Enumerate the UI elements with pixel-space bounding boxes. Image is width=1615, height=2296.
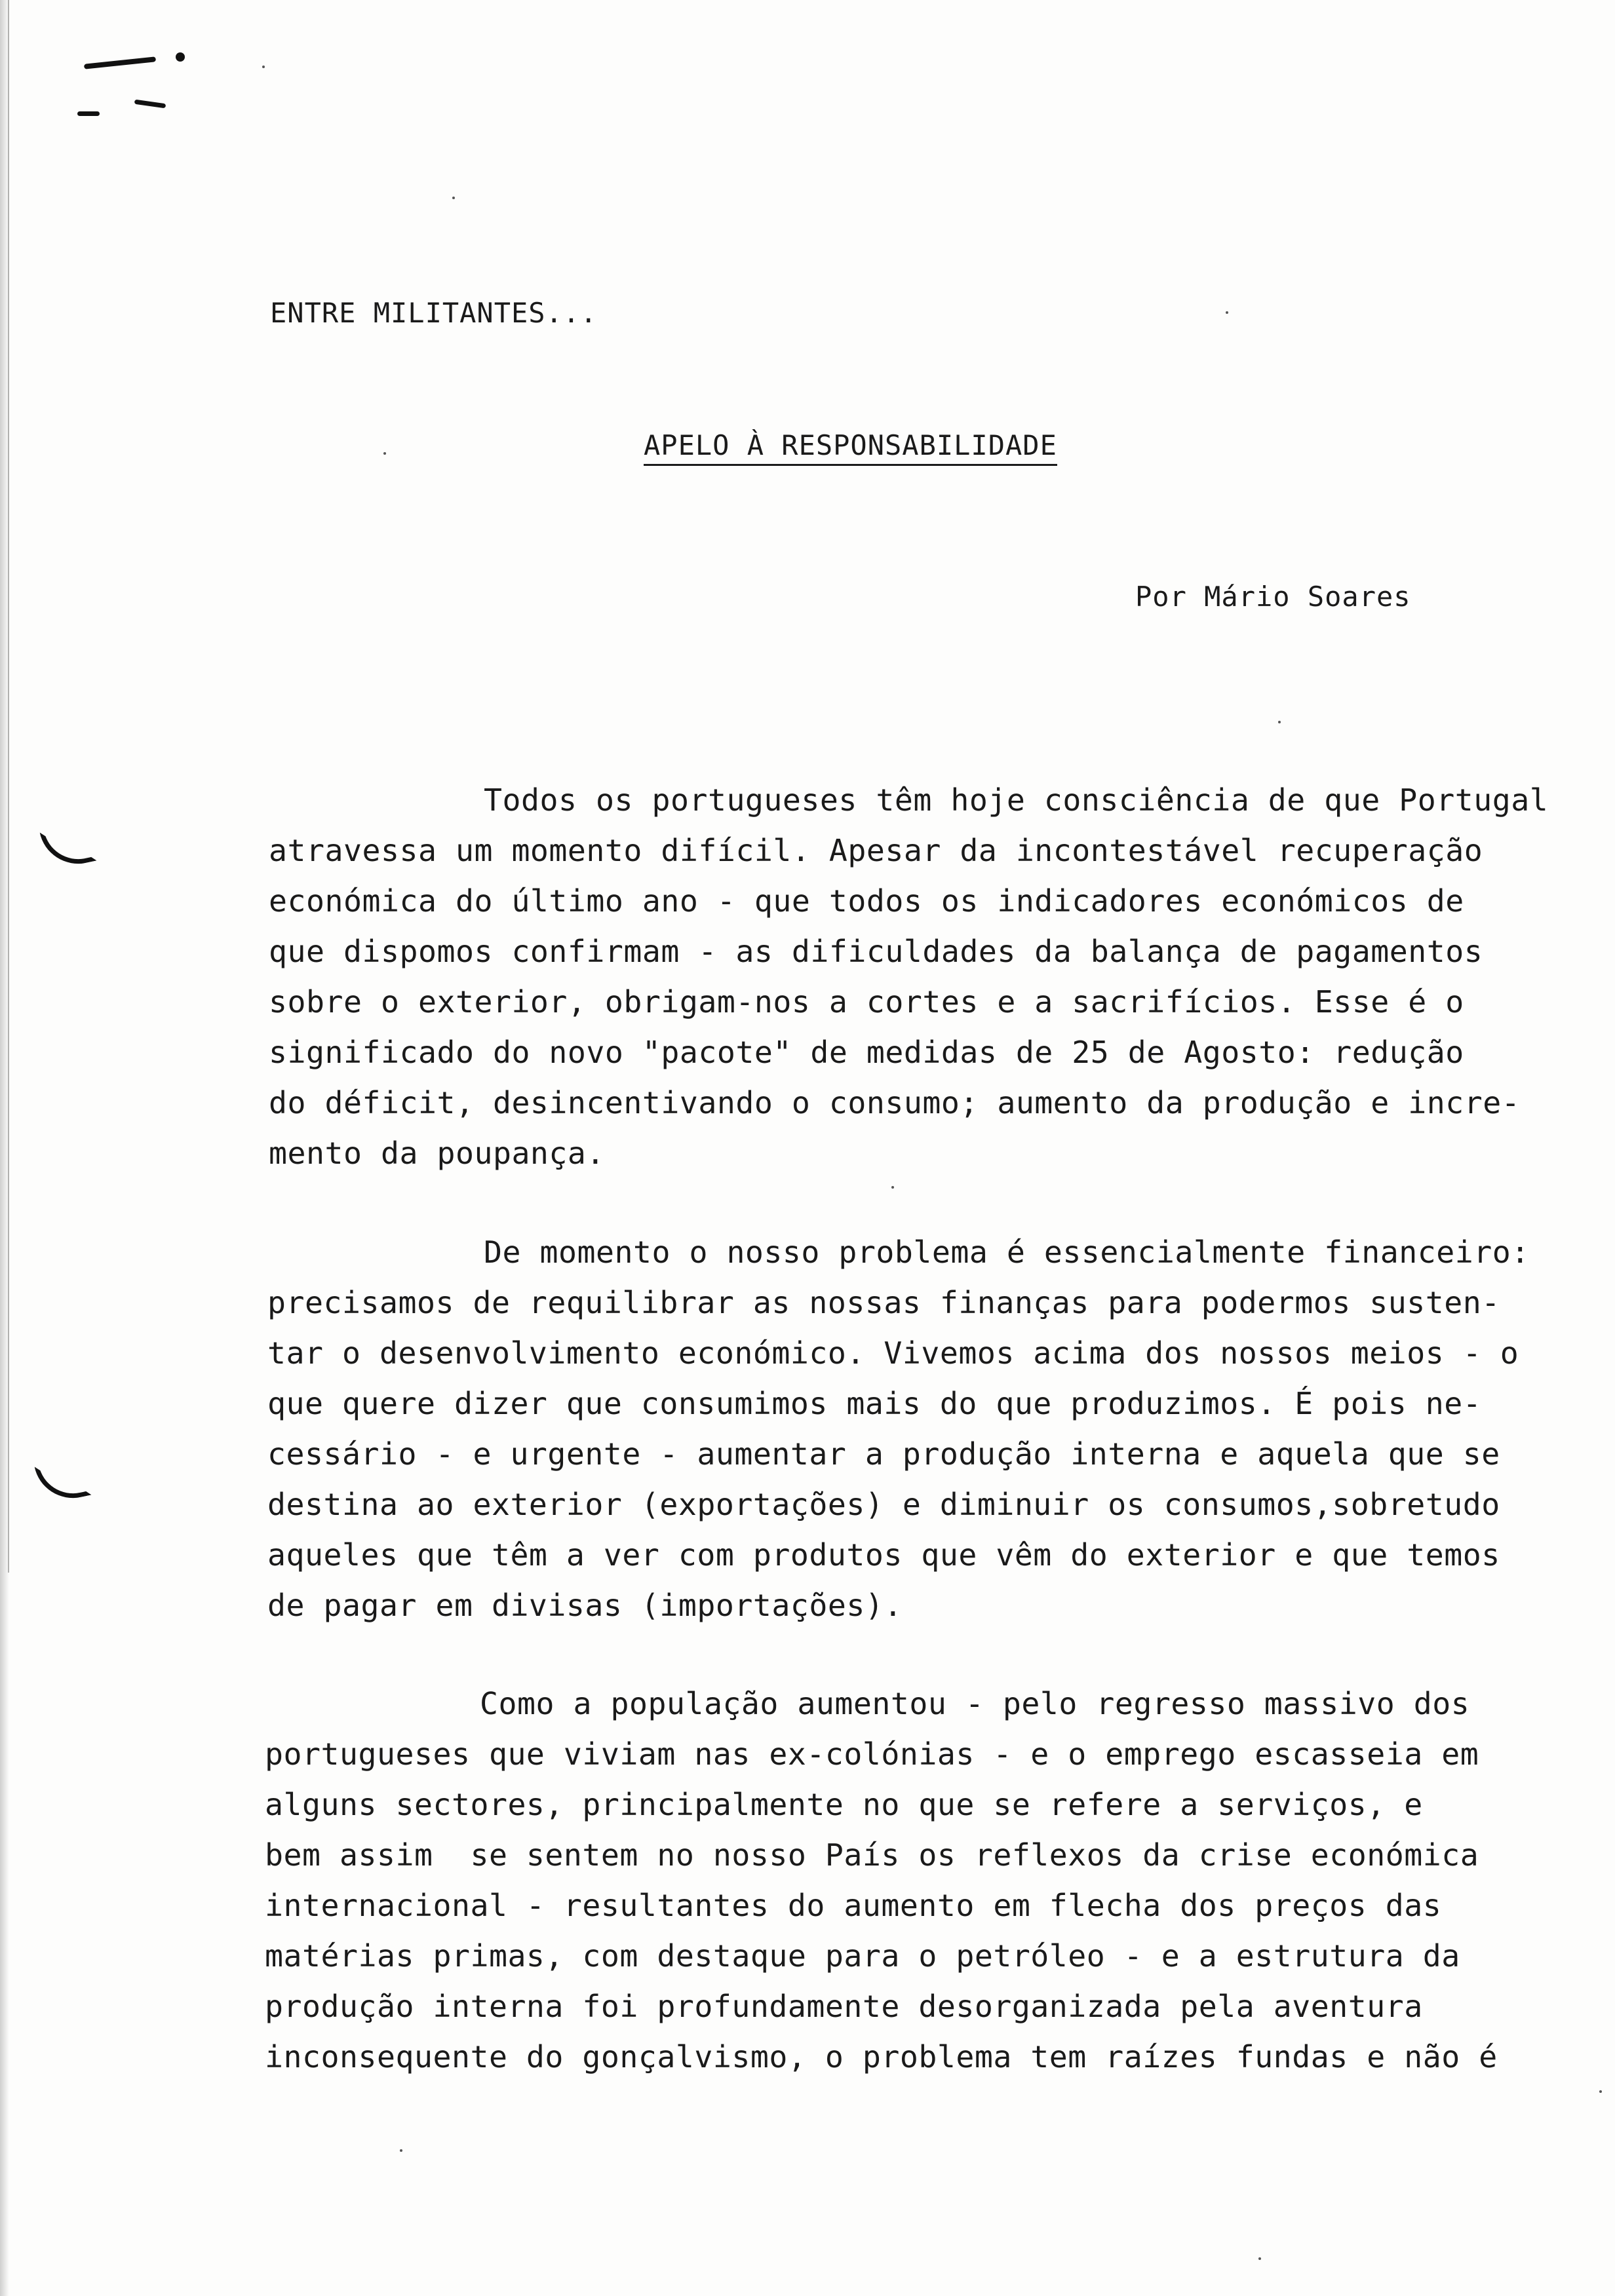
text-line: atravessa um momento difícil. Apesar da incontestável recuperação <box>269 833 1483 868</box>
section-label: ENTRE MILITANTES... <box>270 297 598 329</box>
text-line: significado do novo "pacote" de medidas de 25 de Agosto: redução <box>269 1035 1464 1070</box>
text-line: alguns sectores, principalmente no que se refere a serviços, e <box>265 1787 1423 1822</box>
byline: Por Mário Soares <box>1135 581 1411 613</box>
ink-mark <box>77 111 100 116</box>
text-line: inconsequente do gonçalvismo, o problema tem raízes fundas e não é <box>265 2039 1498 2075</box>
text-line: económica do último ano - que todos os indicadores económicos de <box>269 883 1464 919</box>
scan-speck <box>1278 721 1281 723</box>
text-line: Todos os portugueses têm hoje consciência de que Portugal <box>484 782 1549 818</box>
text-line: cessário - e urgente - aumentar a produção interna e aquela que se <box>267 1436 1500 1472</box>
punch-hole-mark <box>35 1457 92 1505</box>
scan-speck <box>891 1186 894 1189</box>
text-line: tar o desenvolvimento económico. Vivemos acima dos nossos meios - o <box>267 1335 1519 1371</box>
text-line: bem assim se sentem no nosso País os reflexos da crise económica <box>265 1837 1479 1873</box>
scan-speck <box>262 66 265 68</box>
scan-speck <box>1258 2257 1261 2260</box>
scan-speck <box>383 452 386 455</box>
text-line: de pagar em divisas (importações). <box>267 1588 903 1623</box>
scan-speck <box>452 197 455 199</box>
scan-speck <box>1599 2090 1602 2093</box>
text-line: que dispomos confirmam - as dificuldades da balança de pagamentos <box>269 934 1483 969</box>
text-line: do déficit, desincentivando o consumo; aumento da produção e incre- <box>269 1085 1521 1120</box>
scan-speck <box>400 2149 402 2152</box>
text-line: portugueses que viviam nas ex-colónias - e o emprego escasseia em <box>265 1736 1479 1772</box>
text-line: que quere dizer que consumimos mais do que produzimos. É pois ne- <box>267 1386 1482 1421</box>
text-line: precisamos de requilibrar as nossas finanças para podermos susten- <box>267 1285 1500 1320</box>
scan-edge-line <box>8 0 9 1573</box>
ink-mark <box>176 52 185 62</box>
text-line: mento da poupança. <box>269 1136 605 1171</box>
scan-speck <box>1226 311 1228 314</box>
ink-mark <box>134 100 166 109</box>
text-line: destina ao exterior (exportações) e diminuir os consumos,sobretudo <box>267 1487 1500 1522</box>
page-title: APELO À RESPONSABILIDADE <box>644 429 1057 466</box>
text-line: Como a população aumentou - pelo regresso massivo dos <box>480 1686 1470 1721</box>
text-line: matérias primas, com destaque para o petróleo - e a estrutura da <box>265 1938 1460 1974</box>
text-line: aqueles que têm a ver com produtos que vêm do exterior e que temos <box>267 1537 1500 1573</box>
text-line: produção interna foi profundamente desorganizada pela aventura <box>265 1989 1423 2024</box>
text-line: sobre o exterior, obrigam-nos a cortes e a sacrifícios. Esse é o <box>269 984 1464 1020</box>
text-line: internacional - resultantes do aumento em flecha dos preços das <box>265 1888 1442 1923</box>
ink-mark <box>84 56 156 69</box>
punch-hole-mark <box>40 822 97 871</box>
text-line: De momento o nosso problema é essencialmente financeiro: <box>484 1234 1530 1270</box>
